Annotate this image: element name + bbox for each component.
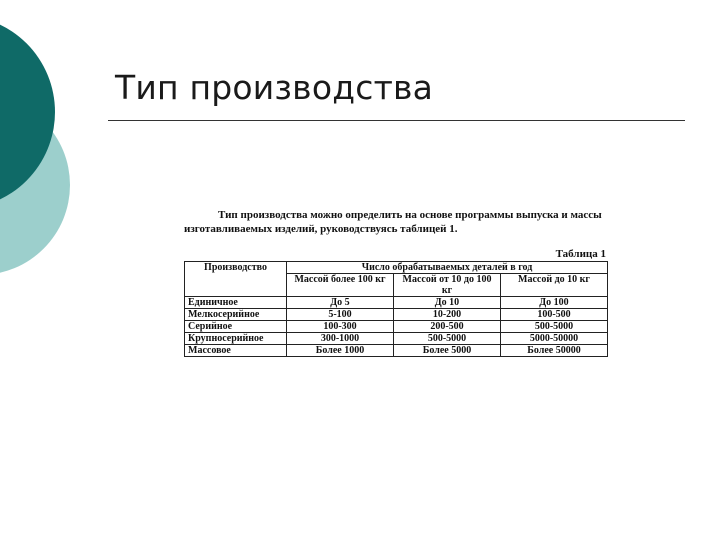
production-type-cell: Единичное <box>185 297 287 309</box>
header-mass-over-100: Массой более 100 кг <box>287 274 394 297</box>
value-cell: До 100 <box>501 297 608 309</box>
value-cell: 5000-50000 <box>501 333 608 345</box>
value-cell: До 5 <box>287 297 394 309</box>
title-divider <box>108 120 685 121</box>
document-excerpt <box>184 208 610 357</box>
header-parts-per-year: Число обрабатываемых деталей в год <box>287 262 608 274</box>
intro-paragraph: Тип производства можно определить на основе программы выпуска и массы изготавливаемых изделий, руководствуясь таблицей 1. <box>184 209 602 235</box>
table-header-row <box>185 262 608 274</box>
value-cell: 300-1000 <box>287 333 394 345</box>
header-mass-10-100: Массой от 10 до 100 кг <box>394 274 501 297</box>
production-type-cell: Мелкосерийное <box>185 309 287 321</box>
value-cell: 10-200 <box>394 309 501 321</box>
table-row <box>185 333 608 345</box>
value-cell: Более 1000 <box>287 345 394 357</box>
value-cell: Более 5000 <box>394 345 501 357</box>
decorative-circles <box>0 0 90 300</box>
value-cell: 500-5000 <box>501 321 608 333</box>
value-cell: 5-100 <box>287 309 394 321</box>
table-row <box>185 297 608 309</box>
header-production: Производство <box>185 262 287 297</box>
table-row <box>185 309 608 321</box>
table-row <box>185 345 608 357</box>
value-cell: 500-5000 <box>394 333 501 345</box>
production-type-cell: Крупносерийное <box>185 333 287 345</box>
production-type-cell: Массовое <box>185 345 287 357</box>
value-cell: До 10 <box>394 297 501 309</box>
value-cell: 100-300 <box>287 321 394 333</box>
value-cell: 200-500 <box>394 321 501 333</box>
table-row <box>185 321 608 333</box>
value-cell: 100-500 <box>501 309 608 321</box>
table-caption: Таблица 1 <box>555 248 606 260</box>
production-type-cell: Серийное <box>185 321 287 333</box>
header-mass-under-10: Массой до 10 кг <box>501 274 608 297</box>
value-cell: Более 50000 <box>501 345 608 357</box>
production-type-table <box>184 261 608 357</box>
slide-title: Тип производства <box>115 68 434 107</box>
